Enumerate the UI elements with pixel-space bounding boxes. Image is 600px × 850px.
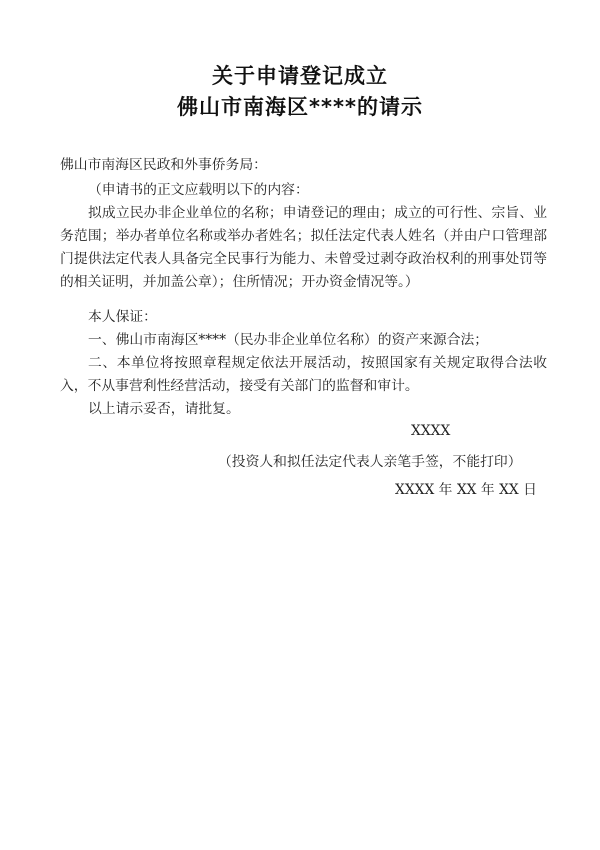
document-title-line-1: 关于申请登记成立	[212, 64, 388, 88]
document-title-line-2: 佛山市南海区****的请示	[177, 95, 423, 119]
signature-note: （投资人和拟任法定代表人亲笔手签，不能打印）	[218, 454, 522, 470]
recipient-line: 佛山市南海区民政和外事侨务局：	[60, 157, 267, 173]
signature-date: XXXX 年 XX 年 XX 日	[395, 482, 537, 498]
signature-name: XXXX	[411, 423, 451, 439]
paragraph-guarantee-item-1: 一、佛山市南海区****（民办非企业单位名称）的资产来源合法；	[88, 332, 489, 348]
paragraph-guarantee-heading: 本人保证：	[88, 309, 157, 325]
paragraph-guarantee-item-2: 二、本单位将按照章程规定依法开展活动，按照国家有关规定取得合法收入，不从事营利性经营活动，接受有关部门的监督和审计。	[60, 355, 547, 394]
paragraph-closing: 以上请示妥否，请批复。	[88, 401, 240, 417]
paragraph-intro: （申请书的正文应载明以下的内容：	[88, 182, 309, 198]
paragraph-content-requirements: 拟成立民办非企业单位的名称；申请登记的理由；成立的可行性、宗旨、业务范围；举办者单位名称或举办者姓名；拟任法定代表人姓名（并由户口管理部门提供法定代表人具备完全民事行为能力、未曾受过剥夺政治权利的刑事处罚等的相关证明，并加盖公章）；住所情况；开办资金情况等。）	[60, 205, 547, 290]
